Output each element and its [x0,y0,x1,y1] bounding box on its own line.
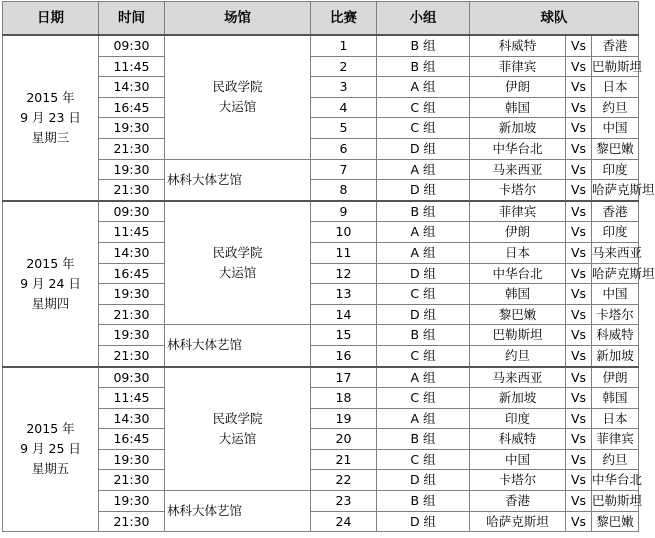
match-row [3,118,639,139]
group-cell: D 组 [377,511,470,532]
vs-label: Vs [566,159,592,180]
match-row [3,35,639,56]
time-cell: 11:45 [99,56,165,77]
venue-cell [165,201,311,325]
vs-label: Vs [566,345,592,366]
home-team: 菲律宾 [470,201,566,222]
venue-line: 大运馆 [218,265,257,281]
away-team: 伊朗 [592,367,639,388]
time-cell: 19:30 [99,159,165,180]
match-row [3,159,639,180]
venue-line: 林科大体艺馆 [167,171,243,187]
away-team: 日本 [592,77,639,98]
group-cell: A 组 [377,159,470,180]
match-number: 23 [311,491,377,512]
vs-label: Vs [566,284,592,305]
date-line: 星期五 [31,461,70,477]
group-cell: D 组 [377,470,470,491]
home-team: 菲律宾 [470,56,566,77]
time-cell: 21:30 [99,304,165,325]
away-team: 香港 [592,201,639,222]
vs-label: Vs [566,304,592,325]
match-row [3,345,639,366]
time-cell: 21:30 [99,345,165,366]
time-cell: 11:45 [99,222,165,243]
match-number: 15 [311,325,377,346]
away-team: 印度 [592,222,639,243]
away-team: 新加坡 [592,345,639,366]
home-team: 伊朗 [470,77,566,98]
away-team: 哈萨克斯坦 [592,263,639,284]
away-team: 韩国 [592,388,639,409]
match-number: 2 [311,56,377,77]
home-team: 伊朗 [470,222,566,243]
time-cell: 19:30 [99,325,165,346]
vs-label: Vs [566,491,592,512]
time-cell: 09:30 [99,35,165,56]
match-number: 10 [311,222,377,243]
date-line: 9 月 23 日 [20,109,81,125]
header-group: 小组 [377,2,470,36]
match-row [3,242,639,263]
time-cell: 14:30 [99,77,165,98]
home-team: 科威特 [470,35,566,56]
time-cell: 19:30 [99,284,165,305]
match-row [3,325,639,346]
vs-label: Vs [566,97,592,118]
match-number: 18 [311,388,377,409]
group-cell: B 组 [377,201,470,222]
group-cell: B 组 [377,491,470,512]
time-cell: 09:30 [99,201,165,222]
away-team: 哈萨克斯坦 [592,180,639,201]
group-cell: A 组 [377,408,470,429]
match-number: 20 [311,429,377,450]
match-row [3,449,639,470]
away-team: 卡塔尔 [592,304,639,325]
match-row [3,97,639,118]
home-team: 新加坡 [470,388,566,409]
schedule-table [2,1,655,532]
match-number: 14 [311,304,377,325]
home-team: 马来西亚 [470,159,566,180]
date-line: 9 月 24 日 [20,275,81,291]
home-team: 香港 [470,491,566,512]
schedule-body [3,35,655,532]
home-team: 科威特 [470,429,566,450]
away-team: 黎巴嫩 [592,511,639,532]
group-cell: A 组 [377,77,470,98]
match-number: 6 [311,138,377,159]
home-team: 中华台北 [470,263,566,284]
vs-label: Vs [566,511,592,532]
vs-label: Vs [566,325,592,346]
time-cell: 21:30 [99,511,165,532]
venue-cell [165,491,311,532]
match-number: 11 [311,242,377,263]
vs-label: Vs [566,138,592,159]
match-number: 21 [311,449,377,470]
home-team: 韩国 [470,284,566,305]
group-cell: B 组 [377,56,470,77]
match-row [3,77,639,98]
away-team: 菲律宾 [592,429,639,450]
away-team: 马来西亚 [592,242,639,263]
vs-label: Vs [566,263,592,284]
date-line: 星期四 [31,295,70,311]
match-row [3,180,639,201]
date-cell [3,201,99,367]
vs-label: Vs [566,118,592,139]
away-team: 约旦 [592,97,639,118]
venue-line: 大运馆 [218,99,257,115]
date-line: 星期三 [31,129,70,145]
venue-cell [165,367,311,491]
time-cell: 09:30 [99,367,165,388]
time-cell: 21:30 [99,138,165,159]
match-number: 8 [311,180,377,201]
match-number: 22 [311,470,377,491]
venue-line: 民政学院 [212,410,263,426]
match-number: 17 [311,367,377,388]
home-team: 韩国 [470,97,566,118]
time-cell: 19:30 [99,491,165,512]
match-row [3,222,639,243]
match-row [3,201,639,222]
venue-line: 大运馆 [218,430,257,446]
vs-label: Vs [566,367,592,388]
time-cell: 16:45 [99,429,165,450]
group-cell: C 组 [377,284,470,305]
group-cell: C 组 [377,97,470,118]
away-team: 中国 [592,118,639,139]
home-team: 中国 [470,449,566,470]
match-number: 1 [311,35,377,56]
match-row [3,304,639,325]
match-number: 13 [311,284,377,305]
home-team: 巴勒斯坦 [470,325,566,346]
group-cell: D 组 [377,180,470,201]
match-row [3,429,639,450]
match-row [3,470,639,491]
home-team: 印度 [470,408,566,429]
venue-line: 林科大体艺馆 [167,337,243,353]
header-time: 时间 [99,2,165,36]
match-number: 24 [311,511,377,532]
venue-cell [165,35,311,159]
vs-label: Vs [566,242,592,263]
match-row [3,138,639,159]
home-team: 中华台北 [470,138,566,159]
match-row [3,367,639,388]
time-cell: 14:30 [99,242,165,263]
time-cell: 19:30 [99,118,165,139]
time-cell: 21:30 [99,470,165,491]
away-team: 日本 [592,408,639,429]
home-team: 黎巴嫩 [470,304,566,325]
group-cell: B 组 [377,325,470,346]
match-number: 4 [311,97,377,118]
match-row [3,408,639,429]
group-cell: C 组 [377,388,470,409]
vs-label: Vs [566,470,592,491]
away-team: 中国 [592,284,639,305]
vs-label: Vs [566,222,592,243]
away-team: 印度 [592,159,639,180]
away-team: 中华台北 [592,470,639,491]
venue-line: 民政学院 [212,79,263,95]
group-cell: B 组 [377,429,470,450]
home-team: 哈萨克斯坦 [470,511,566,532]
venue-line: 林科大体艺馆 [167,503,243,519]
vs-label: Vs [566,449,592,470]
header-date: 日期 [3,2,99,36]
group-cell: A 组 [377,367,470,388]
group-cell: A 组 [377,222,470,243]
header-teams: 球队 [470,2,639,36]
vs-label: Vs [566,201,592,222]
match-row [3,263,639,284]
match-row [3,491,639,512]
match-row [3,511,639,532]
vs-label: Vs [566,180,592,201]
match-row [3,388,639,409]
group-cell: B 组 [377,35,470,56]
match-number: 7 [311,159,377,180]
vs-label: Vs [566,388,592,409]
home-team: 约旦 [470,345,566,366]
group-cell: D 组 [377,263,470,284]
time-cell: 19:30 [99,449,165,470]
vs-label: Vs [566,56,592,77]
venue-cell [165,325,311,367]
home-team: 卡塔尔 [470,180,566,201]
group-cell: C 组 [377,345,470,366]
group-cell: C 组 [377,118,470,139]
match-number: 16 [311,345,377,366]
home-team: 日本 [470,242,566,263]
venue-cell [165,159,311,201]
match-number: 12 [311,263,377,284]
group-cell: C 组 [377,449,470,470]
venue-line: 民政学院 [212,245,263,261]
away-team: 香港 [592,35,639,56]
match-number: 5 [311,118,377,139]
date-line: 9 月 25 日 [20,441,81,457]
group-cell: D 组 [377,304,470,325]
time-cell: 21:30 [99,180,165,201]
time-cell: 16:45 [99,263,165,284]
match-number: 9 [311,201,377,222]
date-line: 2015 年 [26,255,75,271]
group-cell: D 组 [377,138,470,159]
group-cell: A 组 [377,242,470,263]
vs-label: Vs [566,35,592,56]
date-line: 2015 年 [26,421,75,437]
time-cell: 16:45 [99,97,165,118]
date-cell [3,35,99,201]
away-team: 巴勒斯坦 [592,56,639,77]
match-number: 19 [311,408,377,429]
match-number: 3 [311,77,377,98]
date-line: 2015 年 [26,89,75,105]
home-team: 卡塔尔 [470,470,566,491]
vs-label: Vs [566,408,592,429]
away-team: 约旦 [592,449,639,470]
vs-label: Vs [566,429,592,450]
header-venue: 场馆 [165,2,311,36]
vs-label: Vs [566,77,592,98]
match-row [3,284,639,305]
time-cell: 11:45 [99,388,165,409]
home-team: 马来西亚 [470,367,566,388]
away-team: 科威特 [592,325,639,346]
away-team: 巴勒斯坦 [592,491,639,512]
away-team: 黎巴嫩 [592,138,639,159]
time-cell: 14:30 [99,408,165,429]
match-row [3,56,639,77]
date-cell [3,367,99,532]
header-match: 比赛 [311,2,377,36]
home-team: 新加坡 [470,118,566,139]
header-row [3,2,639,36]
